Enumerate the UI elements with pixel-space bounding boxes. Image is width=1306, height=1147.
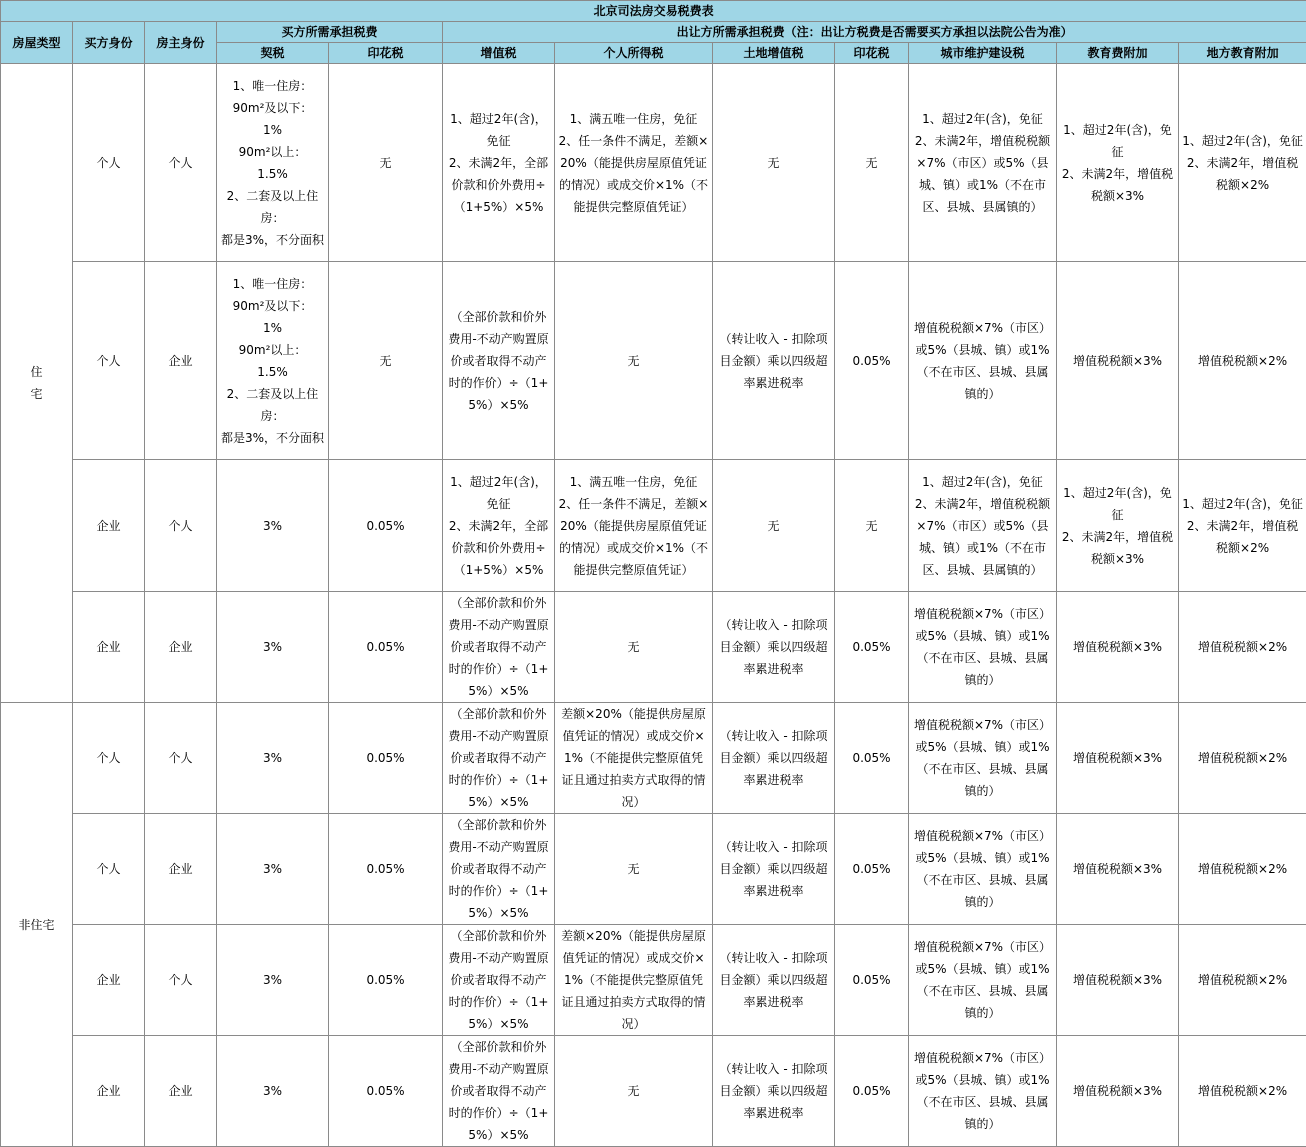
land-vat-cell: （转让收入 - 扣除项目金额）乘以四级超率累进税率: [713, 925, 835, 1036]
urban-construction-tax-cell: 1、超过2年(含)，免征 2、未满2年，增值税税额×7%（市区）或5%（县城、镇）或1%（不在市区、县城、县属镇的）: [909, 64, 1057, 262]
buyer-cell: 个人: [73, 703, 145, 814]
buyer-stamp-tax-cell: 0.05%: [329, 814, 443, 925]
owner-cell: 企业: [145, 592, 217, 703]
education-surcharge-cell: 增值税税额×3%: [1057, 814, 1179, 925]
deed-tax-cell: 3%: [217, 925, 329, 1036]
deed-tax-cell: 3%: [217, 1036, 329, 1147]
local-education-surcharge-cell: 增值税税额×2%: [1179, 1036, 1306, 1147]
education-surcharge-cell: 增值税税额×3%: [1057, 1036, 1179, 1147]
owner-cell: 企业: [145, 262, 217, 460]
urban-construction-tax-cell: 增值税税额×7%（市区）或5%（县城、镇）或1%（不在市区、县城、县属镇的）: [909, 1036, 1057, 1147]
buyer-cell: 企业: [73, 1036, 145, 1147]
land-vat-cell: （转让收入 - 扣除项目金额）乘以四级超率累进税率: [713, 262, 835, 460]
income-tax-cell: 差额×20%（能提供房屋原值凭证的情况）或成交价×1%（不能提供完整原值凭证且通过拍卖方式取得的情况）: [555, 703, 713, 814]
deed-tax-cell: 3%: [217, 703, 329, 814]
table-row: [1, 460, 1306, 592]
vat-cell: 1、超过2年(含)，免征 2、未满2年，全部价款和价外费用÷（1+5%）×5%: [443, 64, 555, 262]
vat-cell: （全部价款和价外费用-不动产购置原价或者取得不动产时的作价）÷（1+5%）×5%: [443, 592, 555, 703]
table-row: [1, 262, 1306, 460]
land-vat-cell: （转让收入 - 扣除项目金额）乘以四级超率累进税率: [713, 592, 835, 703]
vat-cell: 1、超过2年(含)，免征 2、未满2年，全部价款和价外费用÷（1+5%）×5%: [443, 460, 555, 592]
table-row: [1, 1036, 1306, 1147]
owner-cell: 企业: [145, 1036, 217, 1147]
header-local-education-surcharge: 地方教育附加: [1179, 43, 1306, 64]
deed-tax-cell: 3%: [217, 592, 329, 703]
buyer-cell: 个人: [73, 64, 145, 262]
urban-construction-tax-cell: 增值税税额×7%（市区）或5%（县城、镇）或1%（不在市区、县城、县属镇的）: [909, 814, 1057, 925]
owner-cell: 个人: [145, 703, 217, 814]
vat-cell: （全部价款和价外费用-不动产购置原价或者取得不动产时的作价）÷（1+5%）×5%: [443, 814, 555, 925]
header-deed-tax: 契税: [217, 43, 329, 64]
education-surcharge-cell: 增值税税额×3%: [1057, 592, 1179, 703]
urban-construction-tax-cell: 增值税税额×7%（市区）或5%（县城、镇）或1%（不在市区、县城、县属镇的）: [909, 262, 1057, 460]
land-vat-cell: 无: [713, 64, 835, 262]
seller-stamp-tax-cell: 0.05%: [835, 703, 909, 814]
buyer-cell: 企业: [73, 460, 145, 592]
urban-construction-tax-cell: 增值税税额×7%（市区）或5%（县城、镇）或1%（不在市区、县城、县属镇的）: [909, 925, 1057, 1036]
header-seller-group: 出让方所需承担税费（注：出让方税费是否需要买方承担以法院公告为准）: [443, 22, 1306, 43]
local-education-surcharge-cell: 增值税税额×2%: [1179, 925, 1306, 1036]
education-surcharge-cell: 1、超过2年(含)，免征 2、未满2年，增值税税额×3%: [1057, 460, 1179, 592]
owner-cell: 企业: [145, 814, 217, 925]
header-land-vat: 土地增值税: [713, 43, 835, 64]
buyer-cell: 个人: [73, 814, 145, 925]
vat-cell: （全部价款和价外费用-不动产购置原价或者取得不动产时的作价）÷（1+5%）×5%: [443, 925, 555, 1036]
income-tax-cell: 无: [555, 1036, 713, 1147]
header-owner-identity: 房主身份: [145, 22, 217, 64]
buyer-stamp-tax-cell: 0.05%: [329, 592, 443, 703]
deed-tax-cell: 3%: [217, 460, 329, 592]
owner-cell: 个人: [145, 64, 217, 262]
deed-tax-cell: 3%: [217, 814, 329, 925]
header-house-type: 房屋类型: [1, 22, 73, 64]
education-surcharge-cell: 增值税税额×3%: [1057, 703, 1179, 814]
land-vat-cell: （转让收入 - 扣除项目金额）乘以四级超率累进税率: [713, 703, 835, 814]
income-tax-cell: 无: [555, 592, 713, 703]
land-vat-cell: （转让收入 - 扣除项目金额）乘以四级超率累进税率: [713, 1036, 835, 1147]
table-row: [1, 925, 1306, 1036]
buyer-cell: 企业: [73, 592, 145, 703]
buyer-stamp-tax-cell: 0.05%: [329, 460, 443, 592]
income-tax-cell: 1、满五唯一住房，免征 2、任一条件不满足，差额×20%（能提供房屋原值凭证的情况）或成交价×1%（不能提供完整原值凭证）: [555, 460, 713, 592]
seller-stamp-tax-cell: 0.05%: [835, 925, 909, 1036]
table-row: [1, 814, 1306, 925]
seller-stamp-tax-cell: 0.05%: [835, 1036, 909, 1147]
income-tax-cell: 1、满五唯一住房，免征 2、任一条件不满足，差额×20%（能提供房屋原值凭证的情况）或成交价×1%（不能提供完整原值凭证）: [555, 64, 713, 262]
urban-construction-tax-cell: 1、超过2年(含)，免征 2、未满2年，增值税税额×7%（市区）或5%（县城、镇）或1%（不在市区、县城、县属镇的）: [909, 460, 1057, 592]
local-education-surcharge-cell: 1、超过2年(含)，免征 2、未满2年，增值税税额×2%: [1179, 460, 1306, 592]
local-education-surcharge-cell: 增值税税额×2%: [1179, 262, 1306, 460]
income-tax-cell: 无: [555, 262, 713, 460]
seller-stamp-tax-cell: 0.05%: [835, 592, 909, 703]
education-surcharge-cell: 1、超过2年(含)，免征 2、未满2年，增值税税额×3%: [1057, 64, 1179, 262]
land-vat-cell: （转让收入 - 扣除项目金额）乘以四级超率累进税率: [713, 814, 835, 925]
header-income-tax: 个人所得税: [555, 43, 713, 64]
house-type-cell: 非住宅: [1, 703, 73, 1147]
table-row: [1, 64, 1306, 262]
buyer-stamp-tax-cell: 0.05%: [329, 703, 443, 814]
table-row: [1, 592, 1306, 703]
local-education-surcharge-cell: 增值税税额×2%: [1179, 814, 1306, 925]
local-education-surcharge-cell: 增值税税额×2%: [1179, 703, 1306, 814]
table-title: 北京司法房交易税费表: [1, 1, 1306, 22]
header-urban-construction-tax: 城市维护建设税: [909, 43, 1057, 64]
deed-tax-cell: 1、唯一住房： 90m²及以下： 1% 90m²以上： 1.5% 2、二套及以上住房： 都是3%，不分面积: [217, 64, 329, 262]
income-tax-cell: 无: [555, 814, 713, 925]
buyer-cell: 企业: [73, 925, 145, 1036]
buyer-stamp-tax-cell: 无: [329, 262, 443, 460]
vat-cell: （全部价款和价外费用-不动产购置原价或者取得不动产时的作价）÷（1+5%）×5%: [443, 1036, 555, 1147]
urban-construction-tax-cell: 增值税税额×7%（市区）或5%（县城、镇）或1%（不在市区、县城、县属镇的）: [909, 592, 1057, 703]
buyer-stamp-tax-cell: 无: [329, 64, 443, 262]
local-education-surcharge-cell: 增值税税额×2%: [1179, 592, 1306, 703]
vat-cell: （全部价款和价外费用-不动产购置原价或者取得不动产时的作价）÷（1+5%）×5%: [443, 703, 555, 814]
seller-stamp-tax-cell: 无: [835, 64, 909, 262]
header-vat: 增值税: [443, 43, 555, 64]
owner-cell: 个人: [145, 460, 217, 592]
header-buyer-group: 买方所需承担税费: [217, 22, 443, 43]
owner-cell: 个人: [145, 925, 217, 1036]
deed-tax-cell: 1、唯一住房： 90m²及以下： 1% 90m²以上： 1.5% 2、二套及以上住房： 都是3%，不分面积: [217, 262, 329, 460]
land-vat-cell: 无: [713, 460, 835, 592]
header-education-surcharge: 教育费附加: [1057, 43, 1179, 64]
income-tax-cell: 差额×20%（能提供房屋原值凭证的情况）或成交价×1%（不能提供完整原值凭证且通过拍卖方式取得的情况）: [555, 925, 713, 1036]
header-seller-stamp-tax: 印花税: [835, 43, 909, 64]
header-buyer-stamp-tax: 印花税: [329, 43, 443, 64]
seller-stamp-tax-cell: 无: [835, 460, 909, 592]
buyer-stamp-tax-cell: 0.05%: [329, 925, 443, 1036]
seller-stamp-tax-cell: 0.05%: [835, 262, 909, 460]
vat-cell: （全部价款和价外费用-不动产购置原价或者取得不动产时的作价）÷（1+5%）×5%: [443, 262, 555, 460]
local-education-surcharge-cell: 1、超过2年(含)，免征 2、未满2年，增值税税额×2%: [1179, 64, 1306, 262]
urban-construction-tax-cell: 增值税税额×7%（市区）或5%（县城、镇）或1%（不在市区、县城、县属镇的）: [909, 703, 1057, 814]
table-row: [1, 703, 1306, 814]
buyer-cell: 个人: [73, 262, 145, 460]
education-surcharge-cell: 增值税税额×3%: [1057, 262, 1179, 460]
seller-stamp-tax-cell: 0.05%: [835, 814, 909, 925]
education-surcharge-cell: 增值税税额×3%: [1057, 925, 1179, 1036]
header-buyer-identity: 买方身份: [73, 22, 145, 64]
house-type-cell: 住 宅: [1, 64, 73, 703]
buyer-stamp-tax-cell: 0.05%: [329, 1036, 443, 1147]
